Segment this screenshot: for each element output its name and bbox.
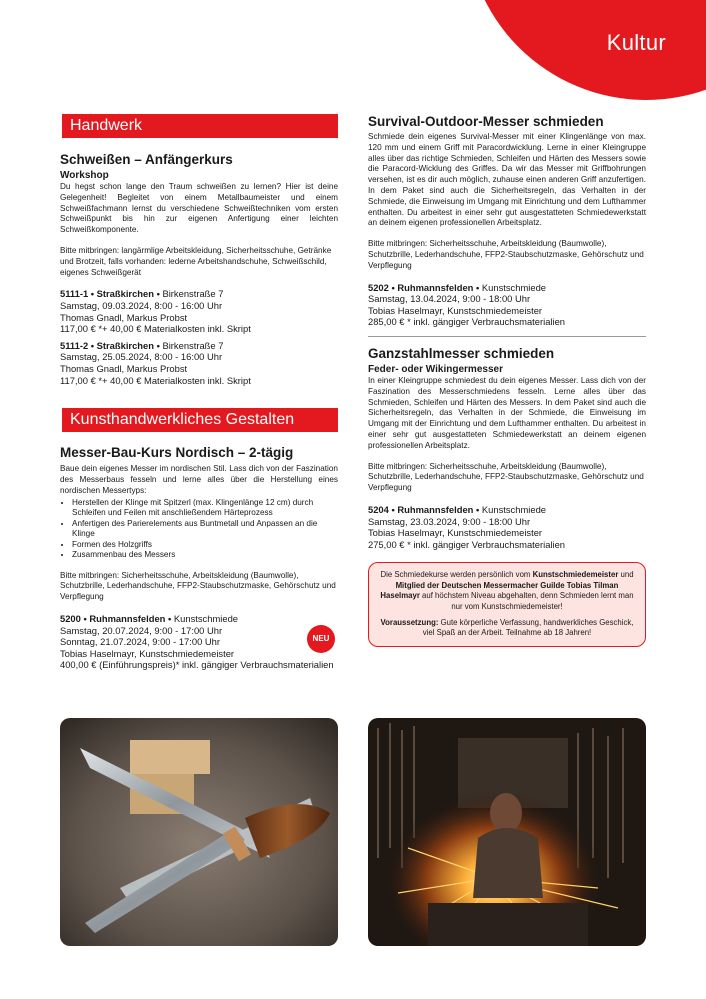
info-text-part: und [618, 570, 634, 580]
course-subtitle: Feder- oder Wikingermesser [368, 363, 503, 375]
course-description: Du hegst schon lange den Traum schweißen zu lernen? Hier ist deine Gelegenheit! Begleitet von einem Metallbaumeister und einem Schweißfachmann lernst du verschiedene Schweißtechniken vom ersten Schweißpunkt bis hin zur eigenen Anfertigung einer leichten Schweißkomponente. [60, 182, 338, 235]
course-ganzstahl [368, 346, 646, 550]
session-entry [60, 340, 338, 386]
session-price: 275,00 € * inkl. gängiger Verbrauchsmaterialien [368, 538, 565, 550]
session-date: Samstag, 09.03.2024, 8:00 - 16:00 Uhr [60, 299, 223, 311]
session-location: Kunstschmiede [479, 503, 546, 515]
bring-list: Bitte mitbringen: langärmlige Arbeitskleidung, Sicherheitsschuhe, Getränke und Brotzeit, falls vorhanden: lederne Arbeitshandschuhe, Schweißschild, eigenes Schweißgerät [60, 245, 332, 277]
session-date: Sonntag, 21.07.2024, 9:00 - 17:00 Uhr [60, 636, 221, 648]
session-instructors: Tobias Haselmayr, Kunstschmiedemeister [368, 304, 543, 316]
session-entry [60, 613, 338, 671]
section-heading-handwerk: Handwerk [62, 114, 338, 138]
session-date: Samstag, 20.07.2024, 9:00 - 17:00 Uhr [60, 624, 223, 636]
session-location: Birkenstraße 7 [159, 288, 224, 300]
right-column [368, 114, 646, 647]
course-description: Schmiede dein eigenes Survival-Messer mit einer Klingenlänge von max. 120 mm und einem Griff mit Paracordwicklung. Lerne in einer Kleingruppe alles über das richtige Schmieden, Schleifen und Härten des Messers sowie die Paracord-Wicklung des Griffes. Da wir das Messer mit Griffbohrungen versehen, ist es dir auch möglich, zuhause einen anderen Griff anzufertigen. In dem Paket sind auch die Sicherheitsregeln, das Verhalten in der Schmiede, die Einweisung im Umgang mit Einrichtung und dem Lufthammer enthalten. Du arbeitest in einer sehr gut ausgestatteten Schmiedewerkstatt an deinem eigenen professionellen Arbeitsplatz. [368, 132, 646, 228]
session-price: 285,00 € * inkl. gängiger Verbrauchsmaterialien [368, 316, 565, 328]
course-survival [368, 114, 646, 328]
requirements-label: Voraussetzung: [380, 617, 439, 627]
session-instructors: Tobias Haselmayr, Kunstschmiedemeister [60, 647, 235, 659]
course-title: Messer-Bau-Kurs Nordisch – 2-tägig [60, 445, 294, 461]
corner-decoration [466, 0, 706, 100]
session-price: 117,00 € *+ 40,00 € Materialkosten inkl. Skript [60, 374, 251, 386]
info-text-part: auf höchstem Niveau abgehalten, denn Schmieden lernt man nur vom Kunstschmiedemeister! [419, 591, 634, 611]
list-item: • Formen des Holzgriffs [72, 540, 338, 551]
new-badge: NEU [307, 625, 335, 653]
session-date: Samstag, 25.05.2024, 8:00 - 16:00 Uhr [60, 351, 223, 363]
left-column [60, 114, 338, 671]
info-text-part: Die Schmiedekurse werden persönlich vom [380, 570, 533, 580]
course-messer-bau [60, 445, 338, 671]
session-code: 5111-1 • Straßkirchen • [60, 288, 160, 300]
session-instructors: Tobias Haselmayr, Kunstschmiedemeister [368, 527, 543, 539]
requirements-text [378, 618, 636, 639]
knives-photo [60, 718, 338, 946]
session-code: 5200 • Ruhmannsfelden • [60, 612, 172, 624]
session-code: 5204 • Ruhmannsfelden • [368, 503, 480, 515]
session-price: 117,00 € *+ 40,00 € Materialkosten inkl. Skript [60, 323, 251, 335]
session-price: 400,00 € (Einführungspreis)* inkl. gängiger Verbrauchsmaterialien [60, 659, 334, 671]
session-location: Kunstschmiede [171, 612, 238, 624]
bring-list: Bitte mitbringen: Sicherheitsschuhe, Arbeitskleidung (Baumwolle), Schutzbrille, Lederhandschuhe, FFP2-Staubschutzmaske, Gehörschutz und Verpflegung [368, 239, 644, 270]
bring-list: Bitte mitbringen: Sicherheitsschuhe, Arbeitskleidung (Baumwolle), Schutzbrille, Lederhandschuhe, FFP2-Staubschutzmaske, Gehörschutz und Verpflegung [60, 570, 336, 602]
course-description: Baue dein eigenes Messer im nordischen Stil. Lass dich von der Faszination des Messerbaus fesseln und lerne alles über die Herstellung eines nordischen Messertyps: [60, 464, 338, 495]
requirements-value: Gute körperliche Verfassung, handwerkliches Geschick, viel Spaß an der Arbeit. Teilnahme ab 18 Jahren! [422, 617, 634, 638]
session-entry [368, 282, 646, 328]
divider [368, 336, 646, 337]
course-item-list [60, 498, 338, 561]
session-code: 5111-2 • Straßkirchen • [60, 339, 160, 351]
info-text-bold: Mitglied der Deutschen Messermacher Guilde Tobias Tilman Haselmayr [380, 580, 619, 601]
course-title: Survival-Outdoor-Messer schmieden [368, 114, 604, 129]
info-box [368, 562, 646, 646]
session-instructors: Thomas Gnadl, Markus Probst [60, 311, 188, 323]
session-date: Samstag, 13.04.2024, 9:00 - 18:00 Uhr [368, 293, 531, 305]
info-text [378, 570, 636, 612]
list-item: • Zusammenbau des Messers [72, 550, 338, 561]
session-entry [368, 504, 646, 550]
info-text-bold: Kunstschmiedemeister [532, 570, 619, 580]
list-item: • Anfertigen des Parierelements aus Buntmetall und Anpassen an die Klinge [72, 519, 338, 540]
session-location: Kunstschmiede [479, 281, 546, 293]
bring-list: Bitte mitbringen: Sicherheitsschuhe, Arbeitskleidung (Baumwolle), Schutzbrille, Lederhandschuhe, FFP2-Staubschutzmaske, Gehörschutz und Verpflegung [368, 461, 644, 493]
course-title: Ganzstahlmesser schmieden [368, 345, 555, 361]
course-schweissen [60, 152, 338, 386]
course-description: In einer Kleingruppe schmiedest du dein eigenes Messer. Lass dich von der Faszination des Messerschmiedens fesseln. Lerne alles über das Schmieden, Schleifen und Härten des Messers. In dem Paket sind auch die Sicherheitsregeln, das Verhalten in der Schmiede, die Einweisung im Umgang mit der Einrichtung und dem Lufthammer enthalten. Du arbeitest in einer sehr gut ausgestatteten Schmiedewerkstatt an deinem eigenen professionellen Arbeitsplatz. [368, 375, 646, 450]
section-heading-kunsthandwerk: Kunsthandwerkliches Gestalten [62, 408, 338, 432]
session-date: Samstag, 23.03.2024, 9:00 - 18:00 Uhr [368, 515, 531, 527]
session-location: Birkenstraße 7 [159, 339, 224, 351]
forge-photo [368, 718, 646, 946]
course-subtitle: Workshop [60, 170, 109, 181]
session-code: 5202 • Ruhmannsfelden • [368, 281, 480, 293]
session-entry [60, 288, 338, 334]
session-instructors: Thomas Gnadl, Markus Probst [60, 362, 188, 374]
course-title: Schweißen – Anfängerkurs [60, 152, 233, 167]
list-item: • Herstellen der Klinge mit Spitzerl (max. Klingenlänge 12 cm) durch Schleifen und Feilen mit anschließendem Härteprozess [72, 498, 338, 519]
category-label: Kultur [606, 30, 666, 55]
